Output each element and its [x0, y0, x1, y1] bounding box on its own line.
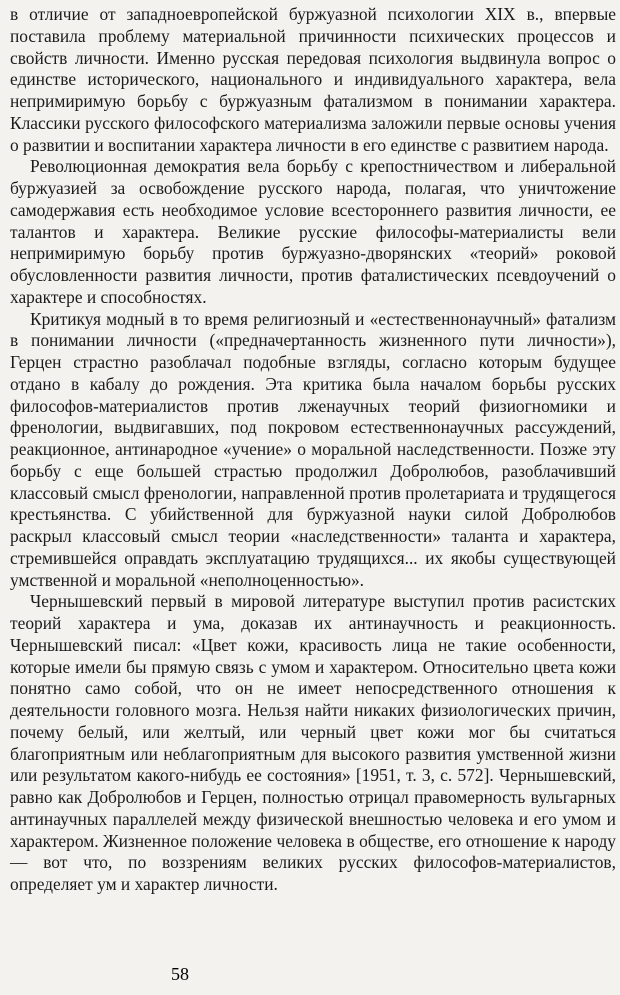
paragraph-2: Революционная демократия вела борьбу с крепостничеством и либеральной буржуазией за освобождение русского народа, полагая, что уничтожение самодержавия есть необходимое условие всестороннего развития личности, ее талантов и характера. Великие русские философы-материалисты вели непримиримую борьбу против буржуазно-дворянских «теорий» роковой обусловленности развития личности, против фаталистических псевдоучений о характере и способностях.	[10, 156, 616, 307]
page-number-row	[0, 963, 620, 985]
paragraph-3: Критикуя модный в то время религиозный и «естественнонаучный» фатализм в понимании личности («предначертанность жизненного пути личности»), Герцен страстно разоблачал подобные взгляды, согласно которым будущее отдано в кабалу до рождения. Эта критика была началом борьбы русских философов-материалистов против лженаучных теорий физиогномики и френологии, выдвигавших, под покровом естественнонаучных рассуждений, реакционное, антинародное «учение» о моральной наследственности. Позже эту борьбу с еще большей страстью продолжил Добролюбов, разоблачивший классовый смысл френологии, направленной против пролетариата и трудящегося крестьянства. С убийственной для буржуазной науки силой Добролюбов раскрыл классовый смысл теории «наследственности» таланта и характера, стремившейся оправдать эксплуатацию трудящихся... их якобы существующей умственной и моральной «неполноценностью».	[10, 308, 616, 590]
body-text	[10, 4, 616, 896]
paragraph-4: Чернышевский первый в мировой литературе выступил против расистских теорий характера и ума, доказав их антинаучность и реакционность. Чернышевский писал: «Цвет кожи, красивость лица не такие особенности, которые имели бы прямую связь с умом и характером. Относительно цвета кожи понятно само собой, что он не имеет непосредственного отношения к деятельности головного мозга. Нельзя найти никаких физиологических причин, почему белый, или желтый, или черный цвет кожи мог бы считаться благоприятным или неблагоприятным для высокого развития умственной жизни или результатом какого-нибудь ее состояния» [1951, т. 3, с. 572]. Чернышевский, равно как Добролюбов и Герцен, полностью отрицал правомерность вульгарных антинаучных параллелей между физической внешностью человека и его умом и характером. Жизненное положение человека в обществе, его отношение к народу — вот что, по воззрениям великих русских философов-материалистов, определяет ум и характер личности.	[10, 591, 616, 894]
paragraph-1: в отличие от западноевропейской буржуазной психологии XIX в., впервые поставила проблему материальной причинности психических процессов и свойств личности. Именно русская передовая психология выдвинула вопрос о единстве исторического, национального и индивидуального характера, вела непримиримую борьбу с буржуазным фатализмом в понимании характера. Классики русского философского материализма заложили первые основы учения о развитии и воспитании характера личности в его единстве с развитием народа.	[10, 4, 616, 155]
page-number: 58	[171, 964, 189, 984]
